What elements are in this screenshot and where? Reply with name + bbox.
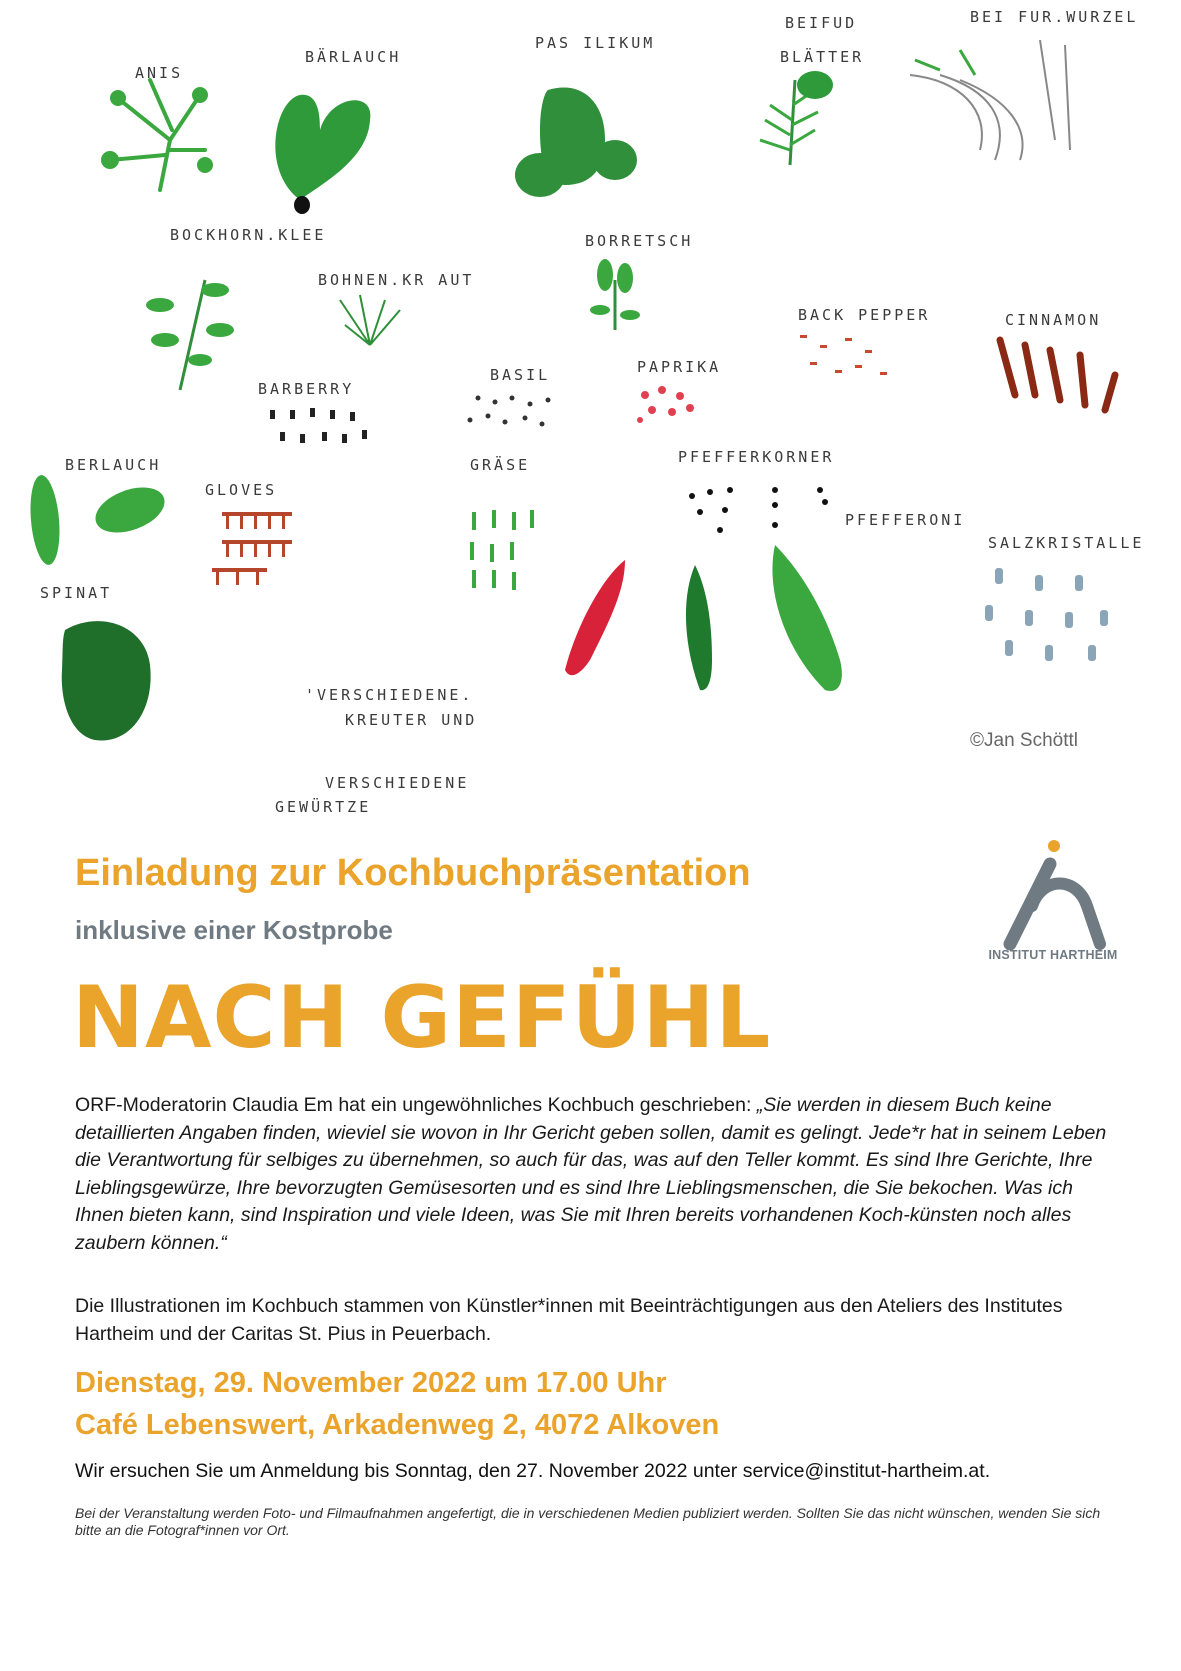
beifuss-drawing (760, 71, 833, 165)
illustration-credit: ©Jan Schöttl (970, 730, 1078, 751)
borretsch-drawing (590, 259, 640, 330)
subtitle: inklusive einer Kostprobe (75, 915, 393, 945)
barberry-dots (270, 408, 367, 443)
pfefferoni-dark (686, 565, 712, 690)
info-paragraph: Die Illustrationen im Kochbuch stammen von Künstler*innen mit Beeinträchtigungen aus den Ateliers des Institutes Hartheim und der Caritas St. Pius in Peuerbach. (75, 1295, 1063, 1345)
cinnamon-sticks (1000, 340, 1115, 410)
label-pfefferoni: PFEFFERONI (845, 511, 966, 529)
label-pfefferkorner: PFEFFERKORNER (678, 448, 835, 466)
anis-drawing (103, 80, 211, 190)
event-details (75, 1362, 719, 1446)
intro-quote: „Sie werden in diesem Buch keine detaillierten Angaben finden, wieviel sie wovon in Ihr Gericht geben sollen, damit es gelingt. Jede*r hat in seinem Leben die Verantwortung für selbiges zu übernehmen, so auch für das, was auf den Teller kommt. Es sind Ihre Gerichte, Ihre Lieblingsgewürze, Ihre bevorzugten Gemüsesorten und es sind Ihre Lieblingsmenschen, die Sie bekochen. Was ich Ihnen bieten kann, sind Inspiration und viele Ideen, was Sie mit Ihren bereits vorhandenen Koch-künsten noch alles zaubern können.“ (75, 1094, 1107, 1254)
label-gloves: GLOVES (205, 481, 278, 499)
label-kreuter-und: KREUTER UND (345, 711, 478, 729)
label-verschiedene-1: 'VERSCHIEDENE. (305, 686, 474, 704)
wurzel-drawing (910, 40, 1070, 160)
baerlauch-bulb (294, 196, 310, 214)
label-salzkristalle: SALZKRISTALLE (988, 534, 1145, 552)
label-bohnenkraut: BOHNEN.KR AUT (318, 271, 475, 289)
main-title: NACH GEFÜHL (72, 968, 772, 1068)
gloves-marks (212, 512, 292, 585)
label-cinnamon: CINNAMON (1005, 311, 1102, 329)
invite-title: Einladung zur Kochbuchpräsentation (75, 852, 751, 894)
intro-paragraph (75, 1092, 1115, 1257)
label-graese: GRÄSE (470, 456, 531, 474)
label-beifuss-blaetter: BLÄTTER (780, 48, 865, 66)
spinat-leaf (62, 621, 151, 740)
label-gewuerze: GEWÜRTZE (275, 798, 372, 816)
event-date: Dienstag, 29. November 2022 um 17.00 Uhr (75, 1367, 667, 1399)
pfefferoni-red (565, 560, 625, 675)
label-barberry: BARBERRY (258, 380, 355, 398)
registration-email-link[interactable]: service@institut-hartheim.at (742, 1460, 985, 1482)
berlauch-leaf-left (27, 474, 63, 566)
graese-marks (470, 510, 534, 590)
pasilikum-leaf-right (593, 140, 637, 180)
baerlauch-leaf (275, 95, 370, 200)
label-anis: ANIS (135, 64, 184, 82)
herbs-illustration (0, 0, 1181, 830)
logo-mark-icon (982, 836, 1122, 956)
label-berlauch: BERLAUCH (65, 456, 162, 474)
institut-hartheim-logo (982, 836, 1122, 966)
registration-text: Wir ersuchen Sie um Anmeldung bis Sonntag, den 27. November 2022 unter (75, 1460, 743, 1482)
label-basil: BASIL (490, 366, 551, 384)
label-beifuss: BEIFUD (785, 14, 858, 32)
pfefferoni-light (772, 545, 841, 691)
label-baerlauch: BÄRLAUCH (305, 48, 402, 66)
label-borretsch: BORRETSCH (585, 232, 694, 250)
berlauch-leaf-right (89, 479, 170, 541)
backpepper-dots (800, 335, 887, 375)
basil-dots (468, 396, 551, 427)
label-paprika: PAPRIKA (637, 358, 722, 376)
label-spinat: SPINAT (40, 584, 113, 602)
label-pasilikum: PAS ILIKUM (535, 34, 656, 52)
bockhornklee-drawing (146, 280, 234, 390)
registration-suffix: . (984, 1460, 991, 1482)
label-backpepper: BACK PEPPER (798, 306, 931, 324)
pfefferkorner-dots (689, 487, 828, 533)
herbs-drawing (0, 0, 1181, 830)
label-bockhornklee: BOCKHORN.KLEE (170, 226, 327, 244)
salz-crystals (985, 568, 1108, 661)
registration-note (75, 1460, 1135, 1483)
bohnenkraut-drawing (340, 295, 400, 345)
logo-text: INSTITUT HARTHEIM (988, 948, 1118, 962)
disclaimer: Bei der Veranstaltung werden Foto- und Filmaufnahmen angefertigt, die in verschiedenen Medien publiziert werden. Sollten Sie das nicht wünschen, wenden Sie sich bitte an die Fotograf*innen vor Ort. (75, 1505, 1101, 1538)
paprika-dots (637, 386, 694, 423)
pasilikum-leaf-left (515, 153, 565, 197)
label-verschiedene-2: VERSCHIEDENE (325, 774, 470, 792)
intro-plain: ORF-Moderatorin Claudia Em hat ein ungewöhnliches Kochbuch geschrieben: (75, 1094, 757, 1116)
event-location: Café Lebenswert, Arkadenweg 2, 4072 Alkoven (75, 1409, 720, 1441)
label-beifurwurzel: BEI FUR.WURZEL (970, 8, 1139, 26)
